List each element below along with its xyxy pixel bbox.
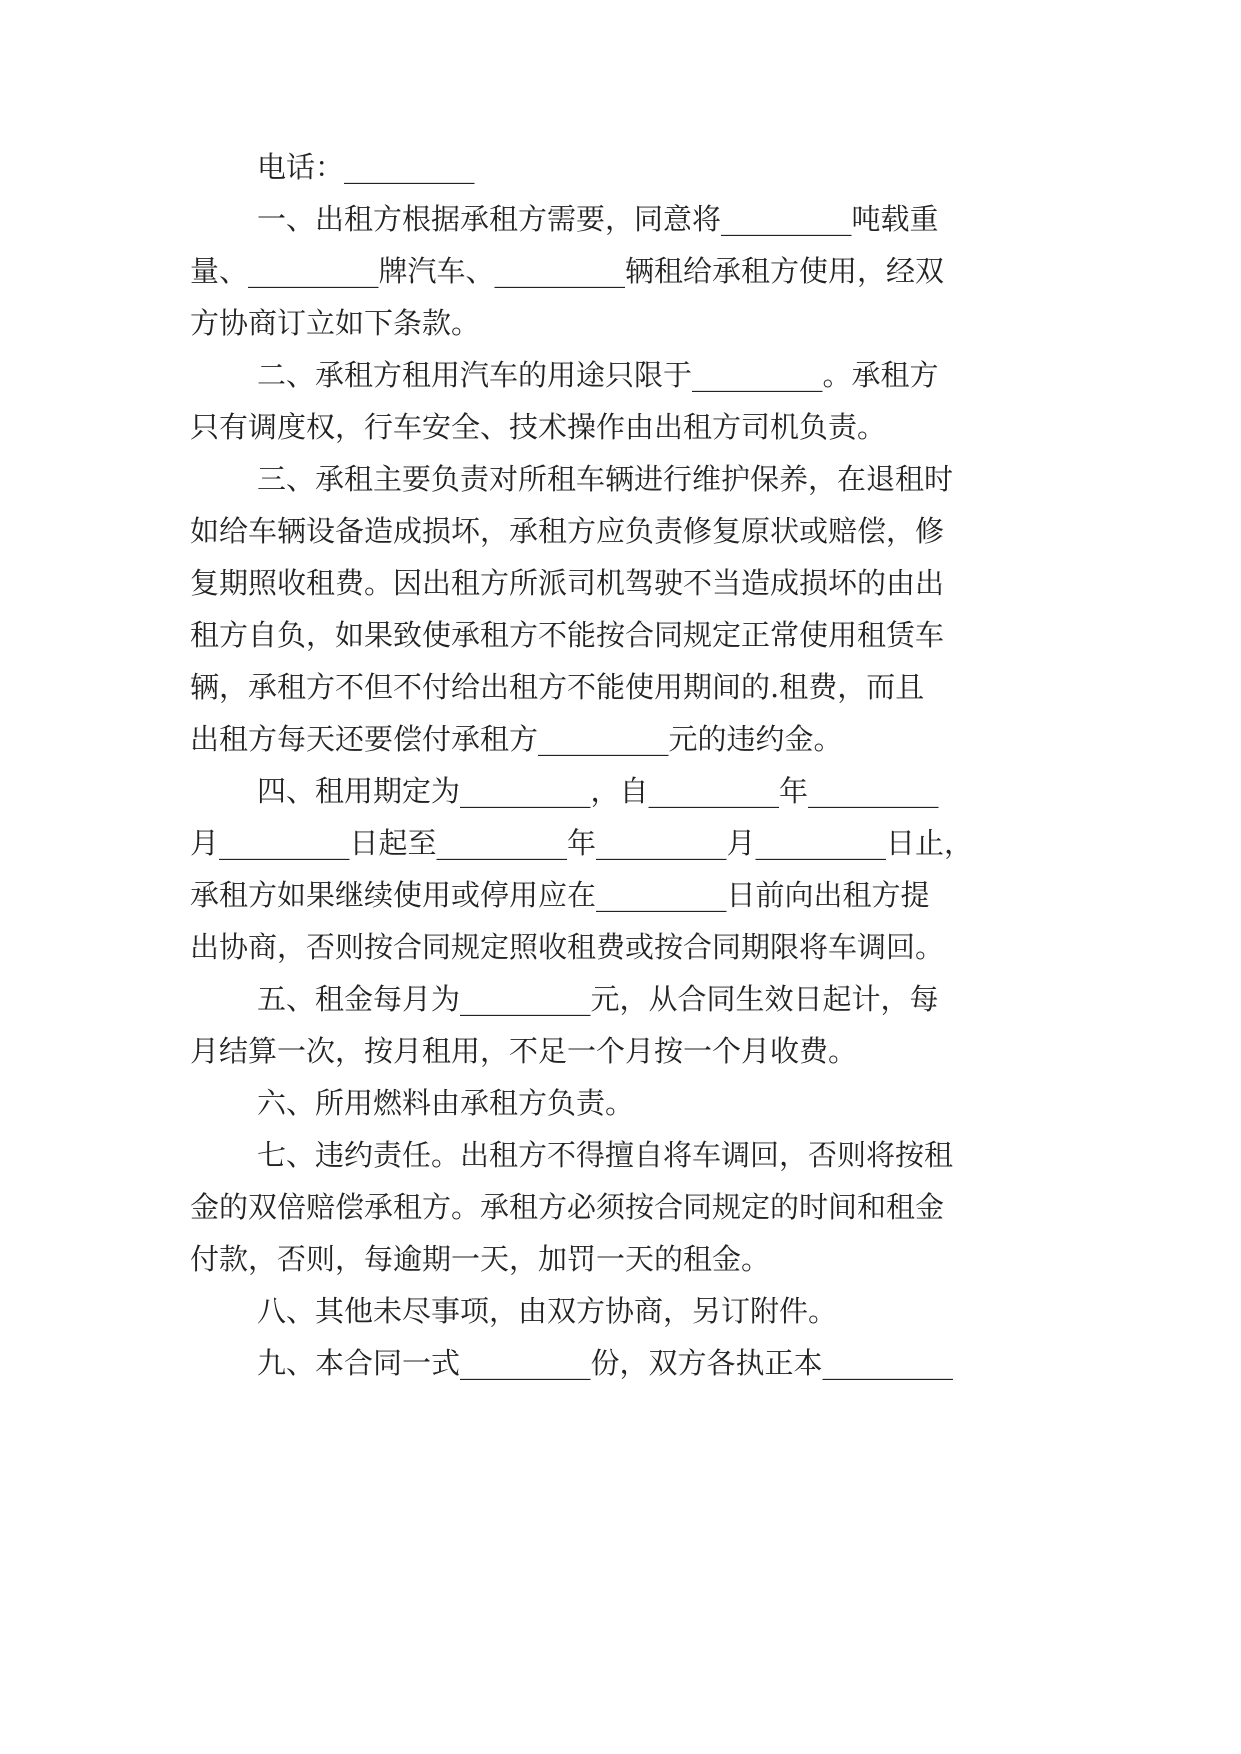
clause-3-line-5: 辆，承租方不但不付给出租方不能使用期间的.租费，而且 [190, 670, 925, 704]
clause-6-line-1: 六、所用燃料由承租方负责。 [257, 1086, 635, 1120]
clause-4-line-2: 月_________日起至_________年_________月_________日止， [190, 826, 974, 860]
clause-7-line-1: 七、违约责任。出租方不得擅自将车调回，否则将按租 [257, 1138, 954, 1172]
phone-line: 电话：_________ [257, 150, 475, 184]
clause-4-line-4: 出协商，否则按合同规定照收租费或按合同期限将车调回。 [190, 930, 945, 964]
clause-7-line-2: 金的双倍赔偿承租方。承租方必须按合同规定的时间和租金 [190, 1190, 945, 1224]
clause-5-line-2: 月结算一次，按月租用，不足一个月按一个月收费。 [190, 1034, 858, 1068]
clause-4-line-1: 四、租用期定为_________，自_________年_________ [257, 774, 939, 808]
clause-3-line-2: 如给车辆设备造成损坏，承租方应负责修复原状或赔偿，修 [190, 514, 945, 548]
clause-1-line-1: 一、出租方根据承租方需要，同意将_________吨载重 [257, 202, 939, 236]
clause-3-line-1: 三、承租主要负责对所租车辆进行维护保养，在退租时 [257, 462, 954, 496]
clause-4-line-3: 承租方如果继续使用或停用应在_________日前向出租方提 [190, 878, 930, 912]
clause-3-line-4: 租方自负，如果致使承租方不能按合同规定正常使用租赁车 [190, 618, 945, 652]
clause-2-line-2: 只有调度权，行车安全、技术操作由出租方司机负责。 [190, 410, 887, 444]
clause-2-line-1: 二、承租方租用汽车的用途只限于_________。承租方 [257, 358, 939, 392]
clause-8-line-1: 八、其他未尽事项，由双方协商，另订附件。 [257, 1294, 838, 1328]
clause-3-line-3: 复期照收租费。因出租方所派司机驾驶不当造成损坏的由出 [190, 566, 945, 600]
clause-5-line-1: 五、租金每月为_________元，从合同生效日起计，每 [257, 982, 939, 1016]
clause-1-line-3: 方协商订立如下条款。 [190, 306, 481, 340]
clause-1-line-2: 量、_________牌汽车、_________辆租给承租方使用，经双 [190, 254, 945, 288]
clause-7-line-3: 付款，否则，每逾期一天，加罚一天的租金。 [190, 1242, 771, 1276]
clause-3-line-6: 出租方每天还要偿付承租方_________元的违约金。 [190, 722, 843, 756]
clause-9-line-1: 九、本合同一式_________份，双方各执正本_________ [257, 1346, 954, 1380]
